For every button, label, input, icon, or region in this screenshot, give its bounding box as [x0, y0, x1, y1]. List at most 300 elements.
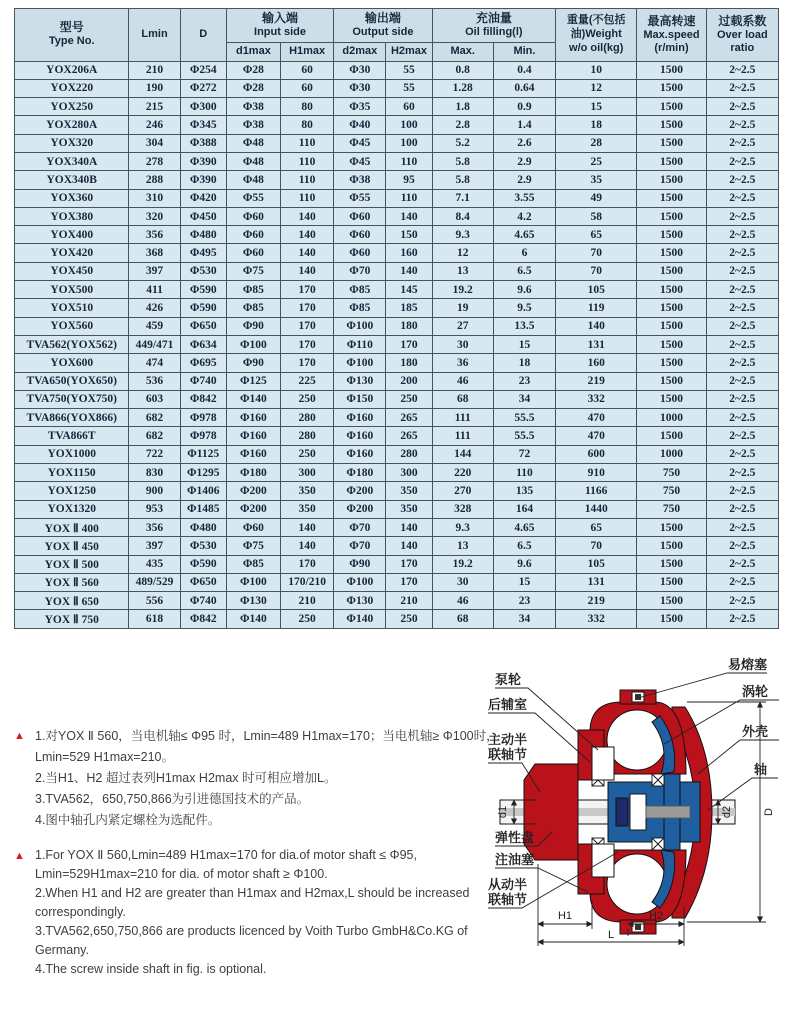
header-max-speed — [637, 9, 706, 62]
cell-oil-max: 30 — [432, 335, 493, 353]
cell-max-speed: 1500 — [637, 116, 706, 134]
cell-oil-min: 2.9 — [493, 152, 555, 170]
cell-d2max: Φ100 — [334, 317, 386, 335]
cell-max-speed: 1500 — [637, 317, 706, 335]
cell-d1max: Φ60 — [226, 244, 280, 262]
header-weight-l1: 重量(不包括 — [566, 14, 626, 27]
cell-type-no: TVA650(YOX650) — [15, 372, 129, 390]
cell-type-no: YOX420 — [15, 244, 129, 262]
cell-h2max: 180 — [386, 354, 432, 372]
cell-d: Φ842 — [180, 610, 226, 628]
notes-en — [35, 846, 470, 979]
note-marker-zh: ▲ — [14, 730, 25, 742]
cell-oil-max: 30 — [432, 573, 493, 591]
cell-d1max: Φ100 — [226, 573, 280, 591]
cell-type-no: YOX340A — [15, 152, 129, 170]
header-type-zh: 型号 — [59, 20, 84, 35]
cell-d: Φ1406 — [180, 482, 226, 500]
cell-h2max: 110 — [386, 189, 432, 207]
cell-oil-max: 5.8 — [432, 171, 493, 189]
cell-d2max: Φ140 — [334, 610, 386, 628]
cell-overload-ratio: 2~2.5 — [706, 116, 778, 134]
cell-d2max: Φ70 — [334, 537, 386, 555]
cell-max-speed: 1500 — [637, 281, 706, 299]
cell-h2max: 55 — [386, 61, 432, 79]
cell-lmin: 246 — [129, 116, 180, 134]
cell-d2max: Φ200 — [334, 500, 386, 518]
table-row — [15, 152, 779, 170]
cell-d1max: Φ140 — [226, 610, 280, 628]
cell-d2max: Φ45 — [334, 134, 386, 152]
cell-d1max: Φ85 — [226, 281, 280, 299]
cell-d: Φ1485 — [180, 500, 226, 518]
cell-d2max: Φ110 — [334, 335, 386, 353]
cell-oil-min: 9.6 — [493, 555, 555, 573]
cell-overload-ratio: 2~2.5 — [706, 189, 778, 207]
cell-weight: 65 — [556, 518, 637, 536]
cell-oil-max: 19 — [432, 299, 493, 317]
cell-d: Φ480 — [180, 226, 226, 244]
cell-d2max: Φ160 — [334, 445, 386, 463]
cell-weight: 131 — [556, 335, 637, 353]
turbine-label: 涡轮 — [742, 684, 769, 699]
cell-h2max: 100 — [386, 116, 432, 134]
cell-d2max: Φ85 — [334, 281, 386, 299]
cell-h2max: 140 — [386, 207, 432, 225]
cell-h1max: 300 — [281, 464, 334, 482]
cell-h2max: 350 — [386, 482, 432, 500]
cell-lmin: 900 — [129, 482, 180, 500]
driving-half-label-l2: 联轴节 — [488, 747, 528, 762]
cell-oil-min: 55.5 — [493, 409, 555, 427]
cell-d2max: Φ85 — [334, 299, 386, 317]
cell-h2max: 265 — [386, 427, 432, 445]
cell-h2max: 140 — [386, 262, 432, 280]
cell-h1max: 170 — [281, 317, 334, 335]
cell-weight: 910 — [556, 464, 637, 482]
cell-oil-min: 0.9 — [493, 98, 555, 116]
cell-h1max: 170 — [281, 281, 334, 299]
table-row — [15, 592, 779, 610]
cell-max-speed: 1000 — [637, 409, 706, 427]
header-d: D — [180, 9, 226, 62]
cell-weight: 70 — [556, 537, 637, 555]
header-oil-min: Min. — [493, 42, 555, 61]
cell-overload-ratio: 2~2.5 — [706, 262, 778, 280]
cell-h1max: 140 — [281, 226, 334, 244]
table-row — [15, 171, 779, 189]
cell-max-speed: 1500 — [637, 390, 706, 408]
header-overload-l1: 过载系数 — [718, 13, 767, 28]
cell-max-speed: 1000 — [637, 445, 706, 463]
cell-overload-ratio: 2~2.5 — [706, 390, 778, 408]
table-row — [15, 555, 779, 573]
cell-lmin: 722 — [129, 445, 180, 463]
cell-lmin: 536 — [129, 372, 180, 390]
cell-oil-max: 46 — [432, 592, 493, 610]
cell-type-no: YOX280A — [15, 116, 129, 134]
cell-d: Φ978 — [180, 427, 226, 445]
cell-d: Φ390 — [180, 152, 226, 170]
cell-h1max: 280 — [281, 427, 334, 445]
header-speed-l1: 最高转速 — [647, 13, 696, 28]
cell-h2max: 200 — [386, 372, 432, 390]
note-zh-line: 3.TVA562，650,750,866为引进德国技术的产品。 — [35, 792, 310, 806]
cell-overload-ratio: 2~2.5 — [706, 134, 778, 152]
cell-d: Φ390 — [180, 171, 226, 189]
cell-type-no: YOX Ⅱ 650 — [15, 592, 129, 610]
cell-max-speed: 1500 — [637, 299, 706, 317]
casing-label: 外壳 — [742, 724, 769, 739]
cell-h2max: 170 — [386, 335, 432, 353]
cell-overload-ratio: 2~2.5 — [706, 152, 778, 170]
table-row — [15, 354, 779, 372]
cell-type-no: YOX250 — [15, 98, 129, 116]
cell-d1max: Φ200 — [226, 482, 280, 500]
cell-d2max: Φ55 — [334, 189, 386, 207]
cell-oil-min: 9.6 — [493, 281, 555, 299]
cell-oil-min: 13.5 — [493, 317, 555, 335]
header-oil-zh: 充油量 — [475, 11, 512, 25]
cell-d1max: Φ160 — [226, 445, 280, 463]
table-row — [15, 610, 779, 628]
cell-h1max: 140 — [281, 207, 334, 225]
cell-oil-max: 68 — [432, 610, 493, 628]
cell-h1max: 250 — [281, 610, 334, 628]
cell-h2max: 110 — [386, 152, 432, 170]
cell-h2max: 100 — [386, 134, 432, 152]
cell-d: Φ740 — [180, 592, 226, 610]
cell-oil-min: 23 — [493, 372, 555, 390]
driving-half-label-l1: 主动半 — [488, 732, 528, 747]
header-output-zh: 输出端 — [364, 11, 401, 25]
spec-table-header — [15, 9, 779, 62]
cell-h1max: 80 — [281, 98, 334, 116]
cell-d2max: Φ130 — [334, 592, 386, 610]
cell-oil-max: 111 — [432, 409, 493, 427]
dim-d2: d2 — [721, 805, 733, 819]
coupling-diagram — [440, 652, 793, 952]
cell-max-speed: 1500 — [637, 189, 706, 207]
table-row — [15, 390, 779, 408]
cell-max-speed: 1500 — [637, 573, 706, 591]
cell-oil-min: 34 — [493, 390, 555, 408]
header-overload-l3: ratio — [730, 42, 755, 55]
cell-d2max: Φ45 — [334, 152, 386, 170]
cell-d: Φ634 — [180, 335, 226, 353]
cell-d2max: Φ90 — [334, 555, 386, 573]
table-row — [15, 372, 779, 390]
cell-overload-ratio: 2~2.5 — [706, 482, 778, 500]
cell-lmin: 618 — [129, 610, 180, 628]
cell-max-speed: 1500 — [637, 134, 706, 152]
cell-h1max: 250 — [281, 445, 334, 463]
cell-oil-min: 135 — [493, 482, 555, 500]
cell-d: Φ740 — [180, 372, 226, 390]
header-oil-max: Max. — [432, 42, 493, 61]
note-en-line: 2.When H1 and H2 are greater than H1max and H2max,L should be increased — [35, 886, 470, 900]
cell-oil-min: 0.4 — [493, 61, 555, 79]
note-zh-line: Lmin=529 H1max=210。 — [35, 750, 174, 764]
cell-weight: 105 — [556, 555, 637, 573]
cell-lmin: 435 — [129, 555, 180, 573]
cell-oil-max: 19.2 — [432, 555, 493, 573]
cell-lmin: 426 — [129, 299, 180, 317]
header-lmin: Lmin — [129, 9, 180, 62]
cell-h1max: 140 — [281, 518, 334, 536]
cell-type-no: TVA562(YOX562) — [15, 335, 129, 353]
cell-oil-min: 15 — [493, 335, 555, 353]
cell-max-speed: 1500 — [637, 592, 706, 610]
cell-weight: 219 — [556, 372, 637, 390]
cell-weight: 18 — [556, 116, 637, 134]
cell-d2max: Φ35 — [334, 98, 386, 116]
cell-h2max: 280 — [386, 445, 432, 463]
cell-h2max: 185 — [386, 299, 432, 317]
cell-d: Φ1295 — [180, 464, 226, 482]
cell-overload-ratio: 2~2.5 — [706, 98, 778, 116]
cell-weight: 332 — [556, 390, 637, 408]
cell-d: Φ978 — [180, 409, 226, 427]
cell-max-speed: 1500 — [637, 427, 706, 445]
cell-d: Φ388 — [180, 134, 226, 152]
cell-d2max: Φ60 — [334, 244, 386, 262]
cell-d1max: Φ85 — [226, 555, 280, 573]
cell-max-speed: 1500 — [637, 335, 706, 353]
cell-oil-min: 3.55 — [493, 189, 555, 207]
cell-lmin: 489/529 — [129, 573, 180, 591]
table-row — [15, 262, 779, 280]
cell-d1max: Φ28 — [226, 61, 280, 79]
cell-oil-max: 27 — [432, 317, 493, 335]
table-row — [15, 482, 779, 500]
cell-h2max: 180 — [386, 317, 432, 335]
cell-h1max: 80 — [281, 116, 334, 134]
cell-d1max: Φ160 — [226, 409, 280, 427]
cell-overload-ratio: 2~2.5 — [706, 317, 778, 335]
cell-lmin: 953 — [129, 500, 180, 518]
cell-weight: 332 — [556, 610, 637, 628]
cell-h1max: 140 — [281, 537, 334, 555]
cell-overload-ratio: 2~2.5 — [706, 171, 778, 189]
cell-d1max: Φ130 — [226, 592, 280, 610]
cell-lmin: 210 — [129, 61, 180, 79]
elastic-disc-label: 弹性盘 — [495, 830, 535, 845]
cell-h2max: 145 — [386, 281, 432, 299]
cell-lmin: 215 — [129, 98, 180, 116]
table-row — [15, 317, 779, 335]
cell-oil-max: 19.2 — [432, 281, 493, 299]
table-row — [15, 61, 779, 79]
cell-oil-max: 13 — [432, 537, 493, 555]
cell-d: Φ530 — [180, 537, 226, 555]
header-speed-l2: Max.speed — [643, 28, 700, 41]
cell-h1max: 140 — [281, 262, 334, 280]
cell-weight: 70 — [556, 244, 637, 262]
cell-d1max: Φ100 — [226, 335, 280, 353]
note-en-line: Germany. — [35, 943, 89, 957]
cell-d: Φ450 — [180, 207, 226, 225]
cell-h1max: 250 — [281, 390, 334, 408]
cell-h2max: 150 — [386, 226, 432, 244]
cell-oil-max: 9.3 — [432, 226, 493, 244]
cell-d1max: Φ85 — [226, 299, 280, 317]
cell-overload-ratio: 2~2.5 — [706, 573, 778, 591]
cell-oil-max: 144 — [432, 445, 493, 463]
cell-d2max: Φ100 — [334, 354, 386, 372]
cell-d2max: Φ38 — [334, 171, 386, 189]
cell-lmin: 368 — [129, 244, 180, 262]
cell-d: Φ842 — [180, 390, 226, 408]
cell-d: Φ272 — [180, 79, 226, 97]
cell-overload-ratio: 2~2.5 — [706, 500, 778, 518]
header-weight — [556, 9, 637, 62]
cell-d1max: Φ75 — [226, 537, 280, 555]
cell-type-no: YOX Ⅱ 450 — [15, 537, 129, 555]
cell-weight: 470 — [556, 427, 637, 445]
cell-d2max: Φ40 — [334, 116, 386, 134]
cell-h2max: 170 — [386, 573, 432, 591]
driven-half-label-l1: 从动半 — [488, 877, 528, 892]
table-row — [15, 518, 779, 536]
cell-d: Φ300 — [180, 98, 226, 116]
cell-weight: 105 — [556, 281, 637, 299]
cell-d1max: Φ125 — [226, 372, 280, 390]
cell-type-no: YOX Ⅱ 400 — [15, 518, 129, 536]
cell-h1max: 140 — [281, 244, 334, 262]
cell-type-no: YOX600 — [15, 354, 129, 372]
cell-h1max: 110 — [281, 134, 334, 152]
cell-oil-max: 1.28 — [432, 79, 493, 97]
cell-overload-ratio: 2~2.5 — [706, 281, 778, 299]
header-d2max: d2max — [334, 42, 386, 61]
cell-type-no: YOX450 — [15, 262, 129, 280]
cell-d: Φ495 — [180, 244, 226, 262]
cell-d2max: Φ60 — [334, 207, 386, 225]
cell-d2max: Φ200 — [334, 482, 386, 500]
cell-oil-max: 7.1 — [432, 189, 493, 207]
cell-oil-min: 4.65 — [493, 226, 555, 244]
cell-overload-ratio: 2~2.5 — [706, 244, 778, 262]
header-weight-l2: 油)Weight — [570, 27, 622, 40]
table-row — [15, 134, 779, 152]
cell-d: Φ1125 — [180, 445, 226, 463]
cell-max-speed: 1500 — [637, 354, 706, 372]
cell-lmin: 288 — [129, 171, 180, 189]
cell-weight: 470 — [556, 409, 637, 427]
cell-max-speed: 1500 — [637, 61, 706, 79]
cell-oil-max: 12 — [432, 244, 493, 262]
cell-weight: 119 — [556, 299, 637, 317]
cell-d2max: Φ150 — [334, 390, 386, 408]
table-row — [15, 299, 779, 317]
cell-lmin: 310 — [129, 189, 180, 207]
cell-d1max: Φ140 — [226, 390, 280, 408]
cell-type-no: YOX360 — [15, 189, 129, 207]
cell-type-no: YOX Ⅱ 750 — [15, 610, 129, 628]
cell-d: Φ254 — [180, 61, 226, 79]
cell-oil-max: 220 — [432, 464, 493, 482]
cell-lmin: 474 — [129, 354, 180, 372]
header-input-zh: 输入端 — [262, 11, 299, 25]
table-row — [15, 500, 779, 518]
cell-type-no: YOX1000 — [15, 445, 129, 463]
fusible-plug-shape — [620, 690, 656, 704]
cell-max-speed: 750 — [637, 464, 706, 482]
cell-weight: 131 — [556, 573, 637, 591]
cell-type-no: YOX500 — [15, 281, 129, 299]
cell-type-no: YOX380 — [15, 207, 129, 225]
cell-lmin: 830 — [129, 464, 180, 482]
cell-lmin: 320 — [129, 207, 180, 225]
cell-weight: 10 — [556, 61, 637, 79]
header-h2max: H2max — [386, 42, 432, 61]
cell-d2max: Φ30 — [334, 61, 386, 79]
table-row — [15, 207, 779, 225]
cell-d1max: Φ28 — [226, 79, 280, 97]
cell-overload-ratio: 2~2.5 — [706, 445, 778, 463]
cell-h2max: 170 — [386, 555, 432, 573]
cell-overload-ratio: 2~2.5 — [706, 555, 778, 573]
note-marker-en: ▲ — [14, 850, 25, 862]
cell-oil-max: 9.3 — [432, 518, 493, 536]
cell-max-speed: 1500 — [637, 262, 706, 280]
cell-lmin: 356 — [129, 518, 180, 536]
spec-table-body — [15, 61, 779, 628]
cell-lmin: 459 — [129, 317, 180, 335]
cell-overload-ratio: 2~2.5 — [706, 610, 778, 628]
cell-max-speed: 1500 — [637, 372, 706, 390]
cell-overload-ratio: 2~2.5 — [706, 299, 778, 317]
cell-oil-max: 0.8 — [432, 61, 493, 79]
note-en-line: correspondingly. — [35, 905, 126, 919]
note-zh-line: 4.图中轴孔内紧定螺栓为选配件。 — [35, 813, 221, 827]
cell-d1max: Φ55 — [226, 189, 280, 207]
cell-h1max: 350 — [281, 482, 334, 500]
cell-lmin: 397 — [129, 537, 180, 555]
cell-d: Φ650 — [180, 573, 226, 591]
cell-weight: 1166 — [556, 482, 637, 500]
cell-lmin: 278 — [129, 152, 180, 170]
table-row — [15, 537, 779, 555]
cell-type-no: YOX1250 — [15, 482, 129, 500]
cell-oil-max: 111 — [432, 427, 493, 445]
table-row — [15, 427, 779, 445]
cell-weight: 65 — [556, 226, 637, 244]
cell-overload-ratio: 2~2.5 — [706, 518, 778, 536]
cell-h2max: 140 — [386, 537, 432, 555]
cell-oil-min: 4.65 — [493, 518, 555, 536]
cell-lmin: 449/471 — [129, 335, 180, 353]
cell-overload-ratio: 2~2.5 — [706, 79, 778, 97]
cell-oil-max: 13 — [432, 262, 493, 280]
cell-type-no: YOX400 — [15, 226, 129, 244]
cell-max-speed: 1500 — [637, 79, 706, 97]
cell-d1max: Φ90 — [226, 354, 280, 372]
cell-oil-max: 328 — [432, 500, 493, 518]
header-d1max: d1max — [226, 42, 280, 61]
cell-h2max: 60 — [386, 98, 432, 116]
cell-max-speed: 750 — [637, 500, 706, 518]
cell-overload-ratio: 2~2.5 — [706, 427, 778, 445]
cell-oil-max: 1.8 — [432, 98, 493, 116]
cell-d1max: Φ60 — [226, 207, 280, 225]
cell-weight: 160 — [556, 354, 637, 372]
dim-H1: H1 — [557, 910, 573, 922]
cell-h1max: 210 — [281, 592, 334, 610]
cell-max-speed: 1500 — [637, 226, 706, 244]
cell-max-speed: 1500 — [637, 555, 706, 573]
